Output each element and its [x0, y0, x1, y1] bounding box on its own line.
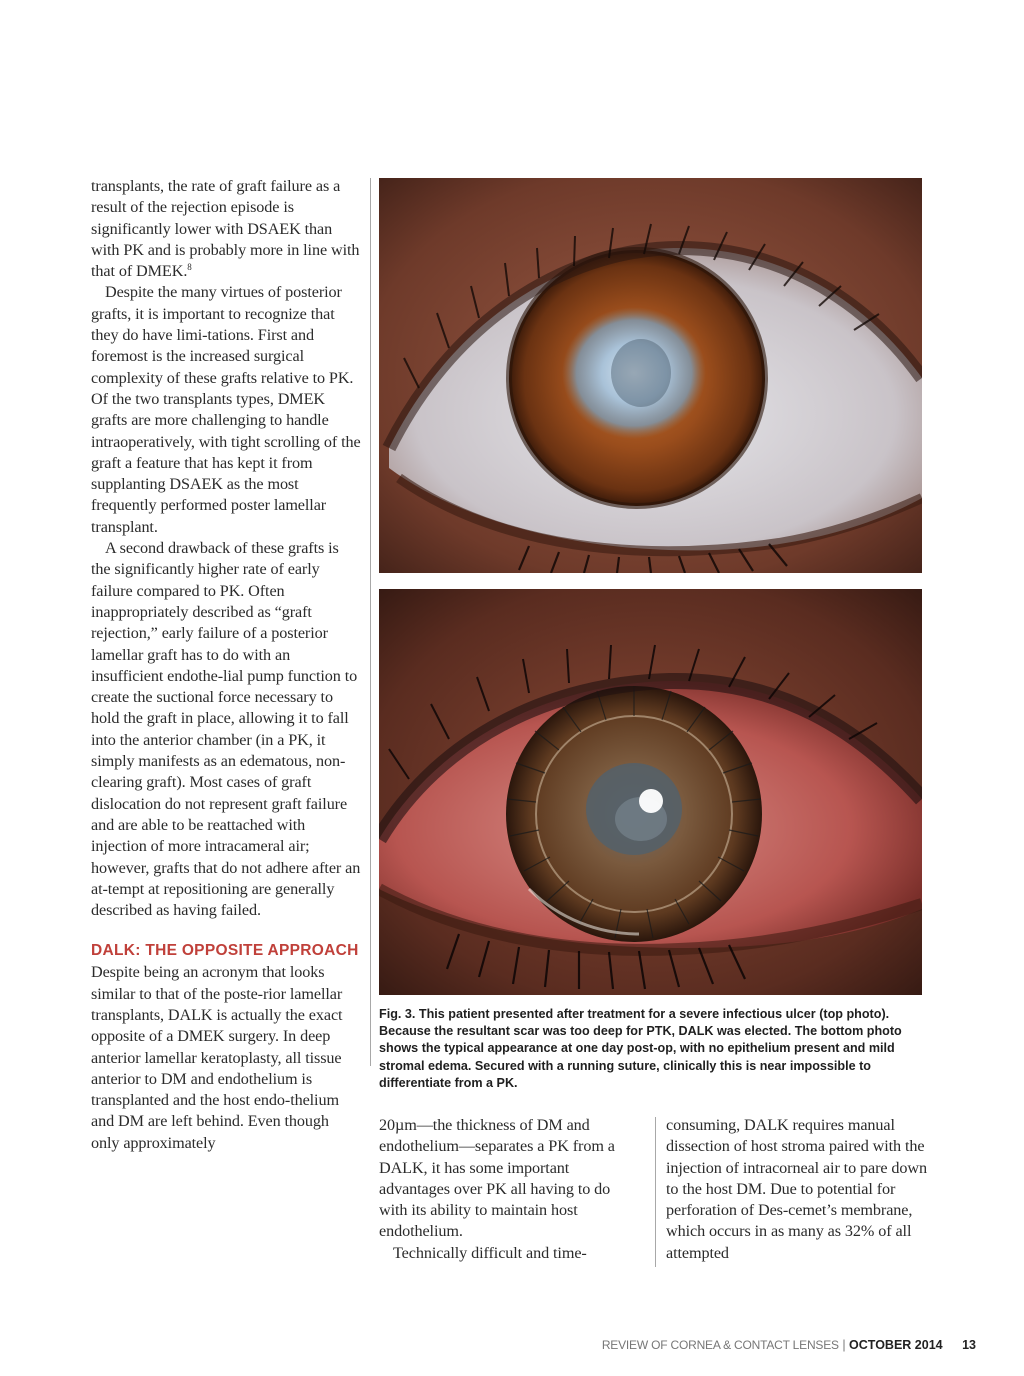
- paragraph: Technically difficult and time-: [393, 1243, 587, 1262]
- footer-separator: |: [842, 1338, 846, 1352]
- section-heading: DALK: THE OPPOSITE APPROACH: [91, 942, 359, 960]
- paragraph: A second drawback of these grafts is the significantly higher rate of early failure compared to PK. Often inappropriately described as “graft rejection,” early failure of a posterior lamellar graft has to do with an insufficient endothe-lial pump function to create the suctional force necessary to hold the graft in place, allowing it to fall into the anterior chamber (in a PK, it simply manifests as an edematous, non-clearing graft). Most cases of graft dislocation do not represent graft failure and are able to be reattached with injection of more intracameral air; however, grafts that do not adhere after an at-tempt at repositioning are generally described as having failed.: [91, 539, 361, 920]
- paragraph: Despite the many virtues of posterior grafts, it is important to recognize that they do have limi-tations. First and foremost is the increased surgical complexity of these grafts relative to PK. Of the two transplants types, DMEK grafts are more challenging to handle intraoperatively, with tight scrolling of the graft a feature that has kept it from supplanting DSAEK as the most frequently performed poster lamellar transplant.: [91, 283, 361, 536]
- figure-caption: Fig. 3. This patient presented after treatment for a severe infectious ulcer (top photo). Because the resultant scar was too deep for PTK, DALK was elected. The bottom photo shows the typical appearance at one day post-op, with no epithelium present and mild stromal edema. Secured with a running suture, clinically this is near impossible to differentiate from a PK.: [379, 1007, 902, 1090]
- column-divider: [370, 178, 371, 1066]
- middle-column: [379, 1115, 641, 1264]
- eye-photo-postop: [379, 589, 922, 995]
- journal-name: REVIEW OF CORNEA & CONTACT LENSES: [601, 1338, 839, 1352]
- page-number: 13: [962, 1338, 976, 1352]
- paragraph: Despite being an acronym that looks similar to that of the poste-rior lamellar transplants, DALK is actually the exact opposite of a DMEK surgery. In deep anterior lamellar keratoplasty, all tissue anterior to DM and endothelium is transplanted and the host endo-thelium and DM are left behind. Even though only approximately: [91, 963, 343, 1152]
- column-divider: [655, 1117, 656, 1267]
- reference-superscript: 8: [187, 262, 192, 273]
- paragraph-text: transplants, the rate of graft failure as a result of the rejection episode is significantly lower with DSAEK than with PK and is probably more in line with that of DMEK.: [91, 177, 360, 281]
- paragraph: 20µm—the thickness of DM and endothelium—separates a PK from a DALK, it has some important advantages over PK all having to do with its ability to maintain host endothelium.: [379, 1116, 615, 1241]
- right-column: [666, 1115, 931, 1264]
- left-column: [91, 176, 361, 1154]
- eye-photo-preop: [379, 178, 922, 573]
- issue-date: OCTOBER 2014: [849, 1338, 943, 1352]
- paragraph: consuming, DALK requires manual dissection of host stroma paired with the injection of intracorneal air to pare down to the host DM. Due to potential for perforation of Des-cemet’s membrane, which occurs in as many as 32% of all attempted: [666, 1116, 927, 1262]
- page-footer: [602, 1338, 976, 1352]
- paragraph: [91, 176, 361, 282]
